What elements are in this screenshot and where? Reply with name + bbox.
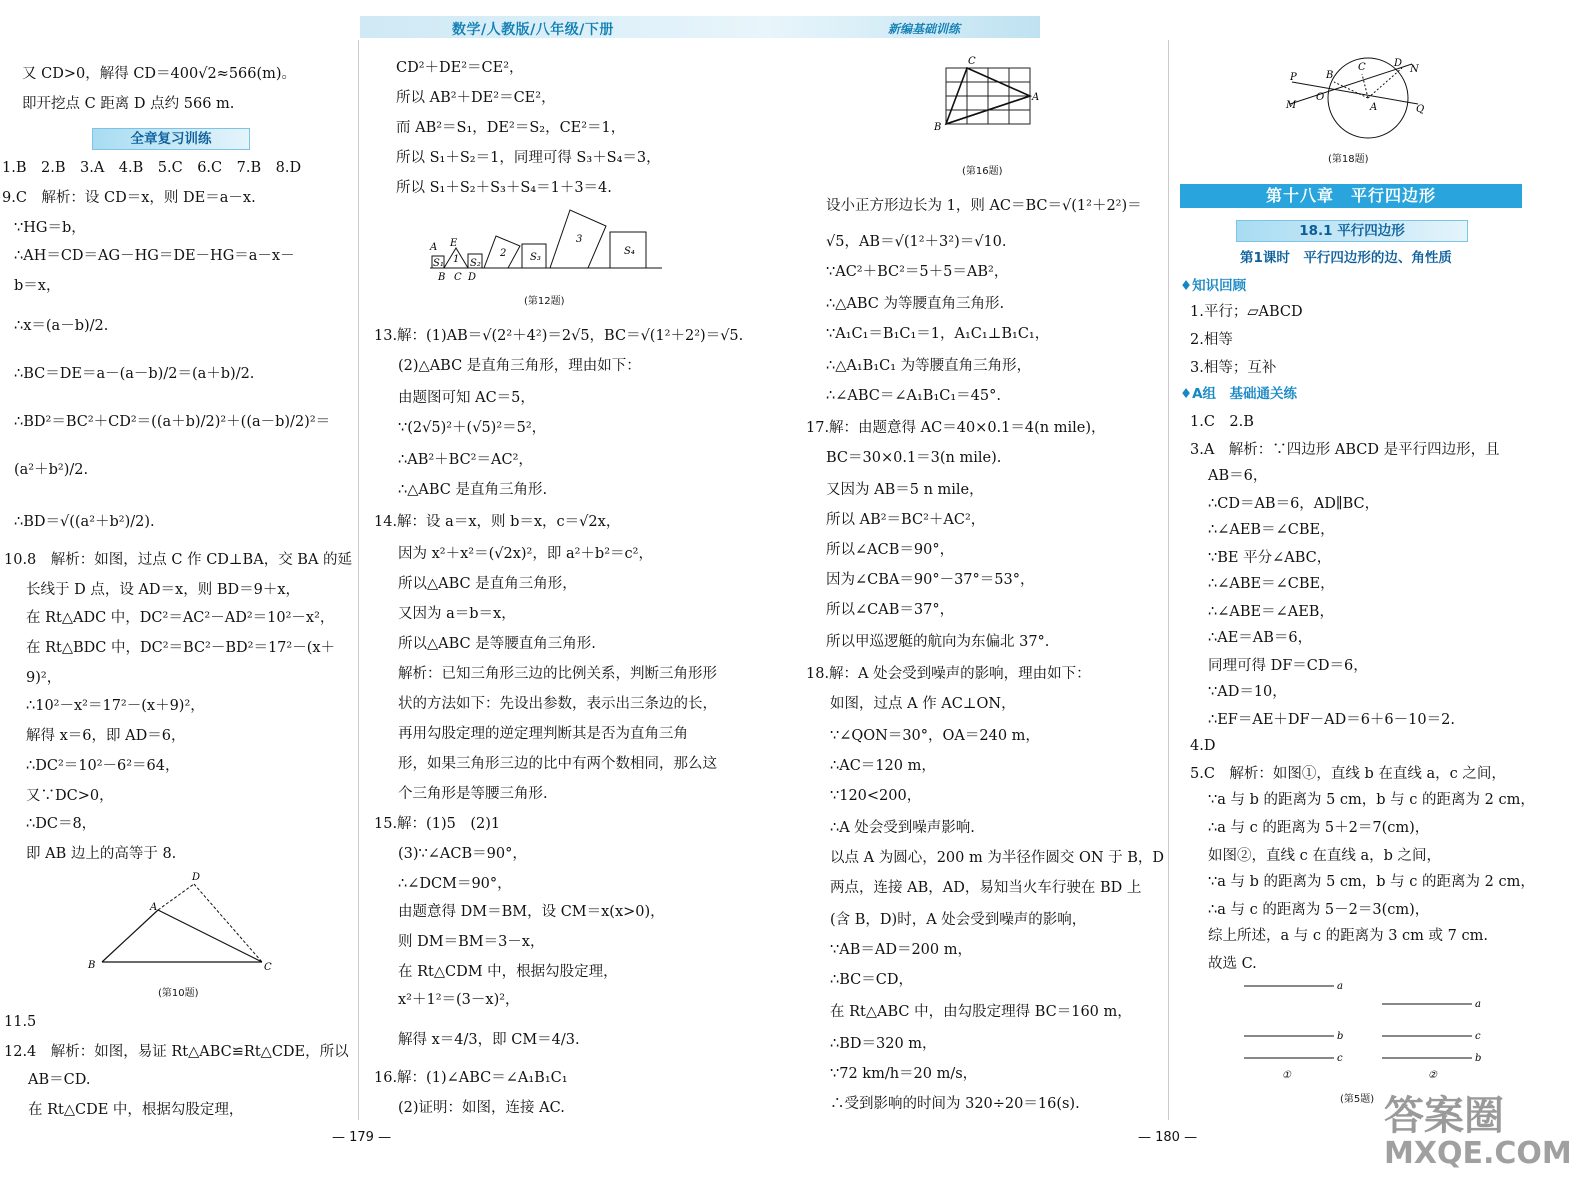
text-line: 13.解：(1)AB＝√(2²＋4²)＝2√5，BC＝√(1²＋2²)＝√5. xyxy=(374,328,744,344)
text-line: 2.相等 xyxy=(1190,332,1233,348)
text-line: 所以∠ACB＝90°， xyxy=(826,542,955,558)
text-line: ∴DC²＝10²－6²＝64， xyxy=(26,758,180,774)
text-line: √5，AB＝√(1²＋3²)＝√10. xyxy=(826,234,1007,250)
text-line: ∴10²－x²＝17²－(x＋9)²， xyxy=(26,698,205,714)
label-b: b xyxy=(1475,1053,1482,1064)
text-line: ∴AH＝CD＝AG－HG＝DE－HG＝a－x－ xyxy=(14,248,295,264)
text-line: ∵72 km/h＝20 m/s， xyxy=(830,1066,978,1082)
text-line: 所以∠CAB＝37°， xyxy=(826,602,955,618)
text-line: 由题图可知 AC＝5， xyxy=(398,390,535,406)
text-line: 所以△ABC 是直角三角形， xyxy=(398,576,577,592)
text-line: ∴BD＝320 m， xyxy=(830,1036,937,1052)
label-m: M xyxy=(1286,100,1297,111)
text-line: 1.平行；▱ABCD xyxy=(1190,304,1303,320)
label-fig-2: ② xyxy=(1428,1070,1437,1081)
text-line: 9.C 解析：设 CD＝x，则 DE＝a－x. xyxy=(2,190,256,206)
text-line: BC＝30×0.1＝3(n mile). xyxy=(826,450,1002,466)
text-line: 如图②，直线 c 在直线 a，b 之间， xyxy=(1208,848,1441,864)
text-line: (含 B，D)时，A 处会受到噪声的影响， xyxy=(830,912,1087,928)
label-a: A xyxy=(430,242,438,253)
label-c: c xyxy=(1475,1031,1481,1042)
line-on xyxy=(1290,64,1412,104)
figure-5-caption: (第5题) xyxy=(1340,1094,1375,1105)
text-line: 又因为 a＝b＝x， xyxy=(398,606,516,622)
text-line: 9)²， xyxy=(26,670,62,686)
figure-18 xyxy=(1286,54,1426,146)
column-divider xyxy=(1168,40,1169,1120)
label-s1: S₁ xyxy=(433,258,444,269)
label-b: B xyxy=(438,272,446,283)
page-number-left: — 179 — xyxy=(332,1130,392,1145)
text-line: AB＝CD. xyxy=(28,1072,91,1088)
text-line: (2)证明：如图，连接 AC. xyxy=(398,1100,565,1116)
label-2: 2 xyxy=(500,248,507,259)
label-c: C xyxy=(264,962,272,973)
text-line: 长线于 D 点，设 AD＝x，则 BD＝9＋x， xyxy=(26,582,301,598)
figure-18-caption: (第18题) xyxy=(1328,154,1369,165)
text-line: 故选 C. xyxy=(1208,956,1257,972)
label-d: D xyxy=(192,872,201,883)
text-line: 11.5 xyxy=(4,1014,37,1030)
label-d: D xyxy=(1394,58,1403,69)
figure-16-caption: (第16题) xyxy=(962,166,1003,177)
watermark-url: MXQE.COM xyxy=(1384,1136,1572,1171)
text-line: ∴a 与 c 的距离为 5－2＝3(cm)， xyxy=(1208,902,1430,918)
text-line: ∴△ABC 为等腰直角三角形. xyxy=(826,296,1005,312)
figure-16 xyxy=(932,56,1042,140)
text-line: 1.C 2.B xyxy=(1190,414,1254,430)
text-line: 则 DM＝BM＝3－x， xyxy=(398,934,545,950)
text-line: ∵(2√5)²＋(√5)²＝5²， xyxy=(398,420,547,436)
text-line: 在 Rt△CDM 中，根据勾股定理， xyxy=(398,964,618,980)
text-line: ∵AB＝AD＝200 m， xyxy=(830,942,972,958)
text-line: ∴受到影响的时间为 320÷20＝16(s). xyxy=(830,1096,1080,1112)
label-s3: S₃ xyxy=(530,252,541,263)
label-a: A xyxy=(150,902,158,913)
text-line: 在 Rt△ABC 中，由勾股定理得 BC＝160 m， xyxy=(830,1004,1132,1020)
text-line: 所以甲巡逻艇的航向为东偏北 37°. xyxy=(826,634,1050,650)
a-group-heading: ♦A组 基础通关练 xyxy=(1180,386,1298,402)
label-c: c xyxy=(1337,1053,1343,1064)
section-title: 全章复习训练 xyxy=(92,128,250,150)
text-line: 10.8 解析：如图，过点 C 作 CD⊥BA，交 BA 的延 xyxy=(4,552,353,568)
text-line: 12.4 解析：如图，易证 Rt△ABC≌Rt△CDE，所以 xyxy=(4,1044,349,1060)
text-line: 所以 AB²＝BC²＋AC²， xyxy=(826,512,986,528)
text-line: ∴△A₁B₁C₁ 为等腰直角三角形， xyxy=(826,358,1032,374)
label-d: D xyxy=(468,272,477,283)
label-a: a xyxy=(1475,999,1481,1010)
text-line: 同理可得 DF＝CD＝6， xyxy=(1208,658,1368,674)
text-line: ∴AC＝120 m， xyxy=(830,758,936,774)
figure-12 xyxy=(428,206,668,283)
line-pq xyxy=(1292,82,1418,104)
text-line: 如图，过点 A 作 AC⊥ON， xyxy=(830,696,1016,712)
text-line: 又 CD>0，解得 CD＝400√2≈566(m)。 xyxy=(22,66,297,82)
text-line: 即开挖点 C 距离 D 点约 566 m. xyxy=(22,96,235,112)
text-line: ∴∠ABE＝∠AEB， xyxy=(1208,604,1334,620)
text-line: ∵A₁C₁＝B₁C₁＝1，A₁C₁⊥B₁C₁， xyxy=(826,326,1050,342)
text-line: ∴CD＝AB＝6，AD∥BC， xyxy=(1208,496,1380,512)
figure-12-caption: (第12题) xyxy=(524,296,565,307)
text-line: 15.解：(1)5 (2)1 xyxy=(374,816,501,832)
label-s2: S₂ xyxy=(470,258,481,269)
text-line: 18.解：A 处会受到噪声的影响，理由如下： xyxy=(806,666,1091,682)
figure-10 xyxy=(86,870,276,975)
text-line: 解得 x＝6，即 AD＝6， xyxy=(26,728,186,744)
text-line: 3.相等；互补 xyxy=(1190,360,1277,376)
label-c: C xyxy=(968,56,976,67)
label-o: O xyxy=(1316,92,1325,103)
text-line: 以点 A 为圆心，200 m 为半径作圆交 ON 于 B，D xyxy=(830,850,1165,866)
text-line: ∴∠DCM＝90°， xyxy=(398,876,512,892)
text-line: 状的方法如下：先设出参数，表示出三条边的长， xyxy=(398,696,717,712)
figure-5 xyxy=(1238,976,1488,1082)
text-line: ∴DC＝8， xyxy=(26,816,97,832)
text-line: ∵120<200， xyxy=(830,788,922,804)
text-line: 17.解：由题意得 AC＝40×0.1＝4(n mile)， xyxy=(806,420,1106,436)
text-line: 5.C 解析：如图①，直线 b 在直线 a，c 之间， xyxy=(1190,766,1506,782)
text-line: 即 AB 边上的高等于 8. xyxy=(26,846,177,862)
text-line: 16.解：(1)∠ABC＝∠A₁B₁C₁ xyxy=(374,1070,568,1086)
text-line: ∴AB²＋BC²＝AC²， xyxy=(398,452,533,468)
page-number-right: — 180 — xyxy=(1138,1130,1198,1145)
text-line: 又因为 AB＝5 n mile， xyxy=(826,482,984,498)
text-line: 而 AB²＝S₁，DE²＝S₂，CE²＝1， xyxy=(396,120,626,136)
text-line: 由题意得 DM＝BM，设 CM＝x(x>0)， xyxy=(398,904,665,920)
text-line: 14.解：设 a＝x，则 b＝x，c＝√2x， xyxy=(374,514,621,530)
label-a: A xyxy=(1370,102,1378,113)
segment-ac xyxy=(158,910,262,962)
text-line: 解得 x＝4/3，即 CM＝4/3. xyxy=(398,1032,580,1048)
label-1: 1 xyxy=(453,254,460,265)
label-b: b xyxy=(1337,1031,1344,1042)
text-line: 再用勾股定理的逆定理判断其是否为直角三角 xyxy=(398,726,688,742)
text-line: ∵HG＝b， xyxy=(14,220,86,236)
text-line: 个三角形是等腰三角形. xyxy=(398,786,548,802)
text-line: ∴∠ABE＝∠CBE， xyxy=(1208,576,1335,592)
text-line: x²＋1²＝(3－x)²， xyxy=(398,992,520,1008)
label-c: C xyxy=(454,272,462,283)
text-line: ∴AE＝AB＝6， xyxy=(1208,630,1313,646)
text-line: ∴BD²＝BC²＋CD²＝((a＋b)/2)²＋((a－b)/2)²＝ xyxy=(14,414,331,430)
text-line: 在 Rt△ADC 中，DC²＝AC²－AD²＝10²－x²， xyxy=(26,610,335,626)
text-line: ∴x＝(a－b)/2. xyxy=(14,318,109,334)
text-line: 3.A 解析：∵四边形 ABCD 是平行四边形，且 xyxy=(1190,442,1500,458)
text-line: ∵AD＝10， xyxy=(1208,684,1287,700)
text-line: ∵AC²＋BC²＝5＋5＝AB²， xyxy=(826,264,1009,280)
text-line: ∴BC＝CD， xyxy=(830,972,913,988)
text-line: (a²＋b²)/2. xyxy=(14,462,89,478)
text-line: 设小正方形边长为 1，则 AC＝BC＝√(1²＋2²)＝ xyxy=(826,198,1142,214)
section-title: 18.1 平行四边形 xyxy=(1236,220,1468,242)
text-line: ∴EF＝AE＋DF－AD＝6＋6－10＝2. xyxy=(1208,712,1455,728)
text-line: 所以△ABC 是等腰直角三角形. xyxy=(398,636,596,652)
text-line: b＝x， xyxy=(14,278,61,294)
lesson-title: 第1课时 平行四边形的边、角性质 xyxy=(1240,250,1452,266)
text-line: 综上所述，a 与 c 的距离为 3 cm 或 7 cm. xyxy=(1208,928,1488,944)
text-line: (2)△ABC 是直角三角形，理由如下： xyxy=(398,358,641,374)
label-q: Q xyxy=(1416,104,1425,115)
knowledge-heading: ♦知识回顾 xyxy=(1180,278,1247,294)
label-fig-1: ① xyxy=(1282,1070,1291,1081)
text-line: 所以 S₁＋S₂＋S₃＋S₄＝1＋3＝4. xyxy=(396,180,612,196)
label-b: B xyxy=(88,960,96,971)
label-b: B xyxy=(934,122,942,133)
text-line: ∴BD＝√((a²＋b²)/2). xyxy=(14,514,155,530)
label-b: B xyxy=(1326,70,1334,81)
extension-ad xyxy=(158,884,194,910)
page-header xyxy=(360,16,1040,38)
text-line: 两点，连接 AB，AD，易知当火车行驶在 BD 上 xyxy=(830,880,1142,896)
grid xyxy=(946,68,1030,124)
text-line: 解析：已知三角形三边的比例关系，判断三角形形 xyxy=(398,666,717,682)
label-n: N xyxy=(1410,64,1419,75)
column-divider xyxy=(358,40,359,1120)
label-p: P xyxy=(1290,72,1297,83)
text-line: 所以 AB²＋DE²＝CE²， xyxy=(396,90,556,106)
header-subject: 数学/人教版/八年级/下册 xyxy=(452,22,614,38)
text-line: 1.B 2.B 3.A 4.B 5.C 6.C 7.B 8.D xyxy=(2,160,302,176)
label-3: 3 xyxy=(576,234,583,245)
text-line: 在 Rt△CDE 中，根据勾股定理， xyxy=(28,1102,244,1118)
text-line: ∴∠AEB＝∠CBE， xyxy=(1208,522,1335,538)
chapter-title: 第十八章 平行四边形 xyxy=(1180,184,1522,208)
text-line: 4.D xyxy=(1190,738,1216,754)
text-line: CD²＋DE²＝CE²， xyxy=(396,60,524,76)
text-line: 所以 S₁＋S₂＝1，同理可得 S₃＋S₄＝3， xyxy=(396,150,661,166)
watermark-logo: 答案圈 xyxy=(1384,1093,1504,1139)
text-line: ∴BC＝DE＝a－(a－b)/2＝(a＋b)/2. xyxy=(14,366,255,382)
text-line: 又∵DC>0， xyxy=(26,788,114,804)
text-line: ∵a 与 b 的距离为 5 cm，b 与 c 的距离为 2 cm， xyxy=(1208,792,1535,808)
label-c: C xyxy=(1358,62,1366,73)
text-line: ∵∠QON＝30°，OA＝240 m， xyxy=(830,728,1040,744)
label-a: A xyxy=(1032,92,1040,103)
text-line: ∵BE 平分∠ABC， xyxy=(1208,550,1332,566)
text-line: AB＝6， xyxy=(1208,468,1268,484)
text-line: ∴A 处会受到噪声影响. xyxy=(830,820,975,836)
text-line: 因为∠CBA＝90°－37°＝53°， xyxy=(826,572,1035,588)
text-line: ∴△ABC 是直角三角形. xyxy=(398,482,548,498)
segment-ba xyxy=(102,910,158,962)
header-brand: 新编基础训练 xyxy=(888,22,961,36)
segment-dc xyxy=(194,884,262,962)
text-line: 因为 x²＋x²＝(√2x)²，即 a²＋b²＝c²， xyxy=(398,546,653,562)
text-line: 形，如果三角形三边的比中有两个数相同，那么这 xyxy=(398,756,717,772)
text-line: ∴∠ABC＝∠A₁B₁C₁＝45°. xyxy=(826,388,1001,404)
text-line: (3)∵∠ACB＝90°， xyxy=(398,846,527,862)
text-line: 在 Rt△BDC 中，DC²＝BC²－BD²＝17²－(x＋ xyxy=(26,640,336,656)
text-line: ∵a 与 b 的距离为 5 cm，b 与 c 的距离为 2 cm， xyxy=(1208,874,1535,890)
label-s4: S₄ xyxy=(624,246,635,257)
label-e: E xyxy=(450,238,458,249)
figure-10-caption: (第10题) xyxy=(158,988,199,999)
text-line: ∴a 与 c 的距离为 5＋2＝7(cm)， xyxy=(1208,820,1430,836)
label-a: a xyxy=(1337,981,1343,992)
